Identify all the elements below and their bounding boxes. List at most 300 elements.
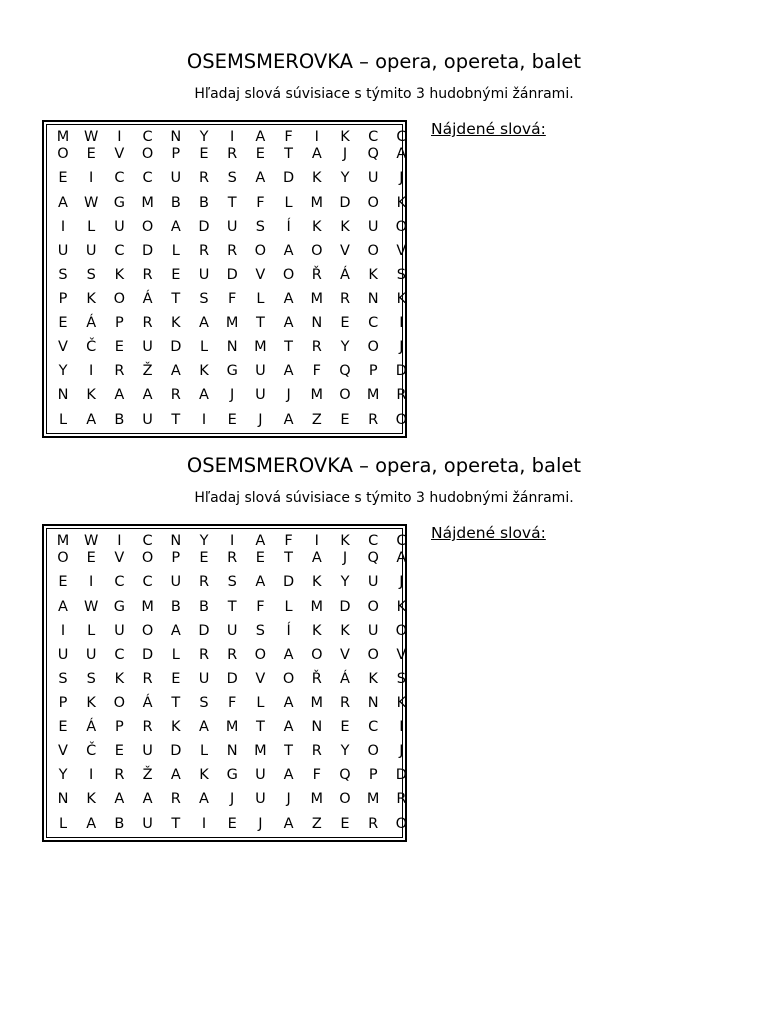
grid-letter: C xyxy=(368,315,379,331)
grid-letter: C xyxy=(368,129,379,145)
grid-letter: E xyxy=(58,719,68,735)
grid-letter: A xyxy=(114,387,125,403)
grid-letter: R xyxy=(339,291,351,307)
grid-letter: D xyxy=(339,599,351,615)
grid-letter: Č xyxy=(86,743,97,759)
grid-letter: I xyxy=(399,719,404,735)
grid-letter: U xyxy=(170,574,182,590)
grid-inner-border xyxy=(46,124,408,434)
grid-letter: P xyxy=(58,695,68,711)
grid-letter: Á xyxy=(142,291,153,307)
grid-letter: T xyxy=(171,291,181,307)
grid-letter: Á xyxy=(340,671,350,687)
grid-letter: R xyxy=(198,170,210,186)
grid-letter: C xyxy=(114,170,125,186)
grid-letter: I xyxy=(89,767,94,783)
grid-letter: Y xyxy=(199,129,209,145)
grid-letter: F xyxy=(284,533,293,549)
grid-letter: D xyxy=(142,647,154,663)
grid-letter: C xyxy=(368,719,379,735)
grid-letter: U xyxy=(367,574,379,590)
grid-letter: A xyxy=(142,387,153,403)
grid-letter: P xyxy=(171,146,181,162)
grid-letter: J xyxy=(286,387,291,403)
grid-letter: S xyxy=(255,219,265,235)
grid-letter: A xyxy=(86,816,97,832)
grid-letter: E xyxy=(171,267,181,283)
grid-letter: I xyxy=(230,533,235,549)
grid-letter: D xyxy=(283,170,295,186)
grid-letter: M xyxy=(254,743,267,759)
grid-letter: U xyxy=(142,816,153,832)
grid-letter: K xyxy=(312,219,322,235)
grid-letter: K xyxy=(171,719,181,735)
grid-letter: Y xyxy=(340,743,350,759)
grid-letter: N xyxy=(57,791,69,807)
grid-letter: A xyxy=(396,146,407,162)
grid-letter: A xyxy=(283,719,294,735)
grid-letter: O xyxy=(395,623,408,639)
grid-letter: I xyxy=(89,574,94,590)
grid-letter: K xyxy=(396,195,407,211)
grid-letter: O xyxy=(367,743,379,759)
grid-letter: N xyxy=(226,743,238,759)
grid-letter: K xyxy=(368,671,378,687)
grid-letter: O xyxy=(395,412,408,428)
grid-letter: N xyxy=(311,315,323,331)
grid-row xyxy=(47,311,407,335)
grid-letter: Y xyxy=(58,363,68,379)
grid-row xyxy=(47,595,407,619)
grid-letter: I xyxy=(399,315,404,331)
grid-letter: S xyxy=(227,170,237,186)
grid-letter: R xyxy=(198,243,210,259)
grid-letter: J xyxy=(399,574,404,590)
grid-row xyxy=(47,142,407,166)
grid-letter: U xyxy=(367,219,379,235)
grid-letter: A xyxy=(86,412,97,428)
puzzle-instruction: Hľadaj slová súvisiace s týmito 3 hudobnými žánrami. xyxy=(194,490,574,506)
grid-row xyxy=(47,335,407,359)
grid-letter: I xyxy=(60,623,66,639)
grid-letter: O xyxy=(282,671,295,687)
grid-letter: O xyxy=(395,816,408,832)
grid-letter: Y xyxy=(340,574,350,590)
found-words-label: Nájdené slová: xyxy=(431,120,546,138)
grid-letter: A xyxy=(311,550,322,566)
grid-letter: S xyxy=(396,671,406,687)
grid-letter: O xyxy=(254,647,267,663)
grid-letter: J xyxy=(399,170,404,186)
word-search-grid xyxy=(42,524,407,842)
grid-letter: K xyxy=(312,170,322,186)
grid-letter: T xyxy=(227,599,237,615)
grid-letter: I xyxy=(89,363,94,379)
grid-letter: O xyxy=(367,339,379,355)
grid-letter: O xyxy=(141,623,154,639)
grid-letter: W xyxy=(84,195,99,211)
grid-letter: K xyxy=(396,291,407,307)
grid-letter: M xyxy=(225,719,239,735)
grid-letter: J xyxy=(258,412,263,428)
grid-letter: D xyxy=(142,243,154,259)
grid-letter: U xyxy=(114,219,125,235)
grid-letter: V xyxy=(396,243,407,259)
grid-letter: Á xyxy=(86,719,97,735)
grid-letter: Ž xyxy=(142,363,153,379)
grid-letter: R xyxy=(142,671,153,687)
grid-letter: G xyxy=(113,195,126,211)
grid-letter: U xyxy=(255,767,266,783)
grid-letter: Ř xyxy=(311,671,322,687)
puzzle-section-1 xyxy=(0,0,768,428)
grid-row xyxy=(47,570,407,594)
puzzle-section-2 xyxy=(0,404,768,832)
grid-letter: J xyxy=(258,816,263,832)
grid-letter: G xyxy=(226,767,238,783)
grid-letter: Q xyxy=(339,767,351,783)
grid-row xyxy=(47,787,407,811)
grid-letter: W xyxy=(84,599,99,615)
grid-letter: K xyxy=(86,291,96,307)
grid-letter: U xyxy=(85,647,97,663)
grid-letter: R xyxy=(142,315,153,331)
grid-letter: J xyxy=(399,339,404,355)
grid-letter: M xyxy=(56,129,70,145)
grid-letter: A xyxy=(170,219,181,235)
grid-letter: U xyxy=(226,219,238,235)
grid-letter: A xyxy=(255,170,266,186)
grid-letter: D xyxy=(198,623,210,639)
grid-letter: M xyxy=(366,387,380,403)
grid-letter: J xyxy=(286,791,291,807)
grid-letter: A xyxy=(199,315,209,331)
grid-letter: O xyxy=(367,243,379,259)
grid-letter: A xyxy=(255,574,266,590)
grid-letter: C xyxy=(114,243,125,259)
grid-row xyxy=(47,667,407,691)
grid-letter: K xyxy=(199,767,209,783)
grid-letter: Á xyxy=(142,695,153,711)
grid-letter: T xyxy=(255,315,265,331)
grid-letter: E xyxy=(340,719,350,735)
grid-letter: D xyxy=(198,219,210,235)
found-words-label: Nájdené slová: xyxy=(431,524,546,542)
grid-letter: P xyxy=(115,315,124,331)
grid-letter: A xyxy=(199,387,209,403)
grid-letter: R xyxy=(227,647,238,663)
grid-letter: M xyxy=(366,791,380,807)
grid-letter: U xyxy=(198,671,210,687)
grid-letter: U xyxy=(142,412,153,428)
grid-letter: V xyxy=(255,671,266,687)
grid-letter: M xyxy=(310,599,324,615)
grid-letter: U xyxy=(255,363,266,379)
grid-letter: W xyxy=(84,129,99,145)
grid-row xyxy=(47,359,407,383)
grid-letter: B xyxy=(199,195,209,211)
grid-letter: I xyxy=(314,533,319,549)
grid-letter: K xyxy=(340,219,350,235)
grid-letter: P xyxy=(58,291,68,307)
grid-letter: O xyxy=(282,267,295,283)
grid-letter: U xyxy=(142,743,153,759)
grid-letter: N xyxy=(226,339,238,355)
grid-letter: N xyxy=(367,695,379,711)
grid-letter: U xyxy=(255,387,266,403)
grid-letter: R xyxy=(368,412,379,428)
grid-letter: R xyxy=(396,791,407,807)
grid-letter: O xyxy=(367,195,379,211)
grid-letter: A xyxy=(283,363,294,379)
grid-letter: V xyxy=(255,267,266,283)
grid-letter: L xyxy=(87,623,96,639)
grid-letter: T xyxy=(171,695,181,711)
grid-letter: R xyxy=(142,267,153,283)
grid-letter: Ř xyxy=(311,267,322,283)
puzzle-title: OSEMSMEROVKA – opera, opereta, balet xyxy=(186,50,582,73)
grid-letter: A xyxy=(283,647,294,663)
grid-letter: E xyxy=(227,412,237,428)
grid-letter: D xyxy=(395,767,407,783)
grid-letter: M xyxy=(310,195,324,211)
grid-letter: L xyxy=(58,816,68,832)
grid-letter: W xyxy=(84,533,99,549)
grid-letter: R xyxy=(227,550,238,566)
grid-letter: L xyxy=(256,291,265,307)
grid-letter: U xyxy=(226,623,238,639)
grid-inner-border xyxy=(46,528,408,838)
grid-letter: C xyxy=(142,170,153,186)
grid-letter: N xyxy=(367,291,379,307)
grid-letter: A xyxy=(283,767,294,783)
grid-letter: V xyxy=(58,743,68,759)
grid-letter: O xyxy=(367,647,379,663)
grid-letter: E xyxy=(86,146,96,162)
grid-letter: F xyxy=(228,695,237,711)
grid-letter: Q xyxy=(339,363,351,379)
grid-letter: A xyxy=(199,791,209,807)
grid-letter: I xyxy=(201,412,207,428)
grid-letter: Y xyxy=(199,533,209,549)
grid-letter: Ž xyxy=(142,767,153,783)
grid-letter: U xyxy=(170,170,182,186)
grid-letter: J xyxy=(399,743,404,759)
grid-letter: C xyxy=(368,533,379,549)
grid-row xyxy=(47,191,407,215)
grid-letter: K xyxy=(340,129,350,145)
grid-letter: D xyxy=(395,363,407,379)
grid-row xyxy=(47,546,407,570)
grid-letter: O xyxy=(339,387,351,403)
grid-letter: U xyxy=(57,647,69,663)
grid-letter: R xyxy=(339,695,351,711)
grid-letter: R xyxy=(227,146,238,162)
grid-letter: A xyxy=(283,816,294,832)
grid-letter: R xyxy=(311,743,322,759)
grid-letter: L xyxy=(284,599,293,615)
word-search-grid xyxy=(42,120,407,438)
grid-letter: R xyxy=(170,791,181,807)
grid-letter: T xyxy=(284,550,294,566)
grid-letter: K xyxy=(114,671,125,687)
grid-letter: C xyxy=(396,129,407,145)
grid-letter: E xyxy=(340,315,350,331)
grid-letter: K xyxy=(340,533,350,549)
grid-letter: U xyxy=(57,243,69,259)
grid-letter: K xyxy=(368,267,378,283)
grid-letter: O xyxy=(311,647,323,663)
grid-letter: G xyxy=(226,363,238,379)
grid-letter: A xyxy=(283,243,294,259)
grid-letter: O xyxy=(339,791,351,807)
grid-letter: G xyxy=(113,599,126,615)
puzzle-title: OSEMSMEROVKA – opera, opereta, balet xyxy=(186,454,582,477)
grid-letter: S xyxy=(199,695,209,711)
grid-letter: M xyxy=(141,195,154,211)
grid-letter: Y xyxy=(58,767,68,783)
grid-letter: A xyxy=(170,767,181,783)
grid-letter: E xyxy=(58,170,68,186)
grid-letter: E xyxy=(199,146,209,162)
grid-letter: E xyxy=(58,315,68,331)
grid-row xyxy=(47,239,407,263)
grid-letter: V xyxy=(396,647,407,663)
grid-letter: E xyxy=(58,574,68,590)
grid-letter: U xyxy=(142,339,153,355)
grid-letter: P xyxy=(171,550,181,566)
grid-letter: B xyxy=(199,599,209,615)
grid-letter: Z xyxy=(311,816,322,832)
grid-letter: F xyxy=(312,767,321,783)
grid-letter: I xyxy=(60,219,66,235)
grid-letter: R xyxy=(114,363,125,379)
grid-letter: U xyxy=(367,170,379,186)
grid-letter: E xyxy=(171,671,181,687)
grid-letter: O xyxy=(57,146,69,162)
grid-letter: T xyxy=(171,816,181,832)
grid-letter: T xyxy=(255,719,265,735)
grid-letter: I xyxy=(117,533,122,549)
grid-letter: A xyxy=(283,695,294,711)
grid-letter: K xyxy=(396,695,407,711)
grid-letter: U xyxy=(198,267,210,283)
grid-letter: S xyxy=(58,267,68,283)
grid-letter: A xyxy=(283,291,294,307)
grid-letter: M xyxy=(310,791,324,807)
grid-letter: V xyxy=(340,647,350,663)
grid-letter: K xyxy=(171,315,181,331)
grid-letter: L xyxy=(199,339,209,355)
grid-letter: K xyxy=(199,363,209,379)
grid-letter: L xyxy=(171,647,180,663)
grid-letter: F xyxy=(312,363,321,379)
grid-letter: U xyxy=(367,623,379,639)
grid-letter: L xyxy=(284,195,293,211)
grid-letter: K xyxy=(86,387,96,403)
grid-letter: C xyxy=(142,574,153,590)
grid-letter: U xyxy=(114,623,125,639)
grid-row xyxy=(47,287,407,311)
grid-letter: S xyxy=(86,671,96,687)
grid-letter: M xyxy=(310,695,324,711)
grid-letter: U xyxy=(85,243,97,259)
grid-row xyxy=(47,215,407,239)
grid-letter: J xyxy=(342,146,348,162)
grid-letter: P xyxy=(368,363,378,379)
grid-letter: I xyxy=(117,129,122,145)
grid-letter: A xyxy=(283,315,294,331)
grid-letter: F xyxy=(256,195,265,211)
grid-row xyxy=(47,263,407,287)
grid-letter: E xyxy=(255,550,265,566)
grid-letter: L xyxy=(58,412,68,428)
grid-letter: C xyxy=(114,574,125,590)
grid-letter: L xyxy=(87,219,96,235)
grid-letter: T xyxy=(284,743,294,759)
grid-letter: O xyxy=(141,146,154,162)
grid-row xyxy=(47,619,407,643)
grid-letter: O xyxy=(311,243,323,259)
grid-letter: T xyxy=(284,146,294,162)
grid-letter: P xyxy=(368,767,378,783)
grid-letter: A xyxy=(114,791,125,807)
grid-letter: D xyxy=(170,743,182,759)
grid-letter: R xyxy=(227,243,238,259)
grid-letter: T xyxy=(227,195,237,211)
grid-letter: L xyxy=(199,743,209,759)
grid-letter: Q xyxy=(367,146,379,162)
grid-letter: A xyxy=(199,719,209,735)
grid-row xyxy=(47,166,407,190)
grid-letter: D xyxy=(226,671,238,687)
grid-letter: T xyxy=(284,339,294,355)
grid-letter: B xyxy=(114,816,125,832)
grid-letter: R xyxy=(170,387,181,403)
grid-letter: E xyxy=(114,743,124,759)
grid-letter: A xyxy=(58,599,68,615)
grid-letter: C xyxy=(142,533,153,549)
grid-letter: S xyxy=(227,574,237,590)
grid-letter: O xyxy=(254,243,267,259)
grid-letter: M xyxy=(254,339,267,355)
grid-letter: K xyxy=(340,623,350,639)
grid-letter: K xyxy=(312,623,322,639)
grid-letter: D xyxy=(170,339,182,355)
grid-letter: M xyxy=(225,315,239,331)
grid-letter: I xyxy=(230,129,235,145)
grid-letter: Y xyxy=(340,170,350,186)
grid-letter: K xyxy=(86,695,96,711)
grid-row xyxy=(47,643,407,667)
grid-letter: Q xyxy=(367,550,379,566)
grid-letter: F xyxy=(228,291,237,307)
grid-letter: R xyxy=(396,387,407,403)
grid-letter: R xyxy=(198,574,210,590)
grid-letter: S xyxy=(86,267,96,283)
grid-letter: A xyxy=(283,412,294,428)
grid-letter: Y xyxy=(340,339,350,355)
grid-letter: V xyxy=(58,339,68,355)
grid-row xyxy=(47,763,407,787)
grid-letter: M xyxy=(56,533,70,549)
grid-letter: E xyxy=(114,339,124,355)
grid-letter: I xyxy=(201,816,207,832)
grid-row xyxy=(47,739,407,763)
grid-letter: O xyxy=(141,550,154,566)
grid-letter: N xyxy=(57,387,69,403)
grid-letter: E xyxy=(227,816,237,832)
